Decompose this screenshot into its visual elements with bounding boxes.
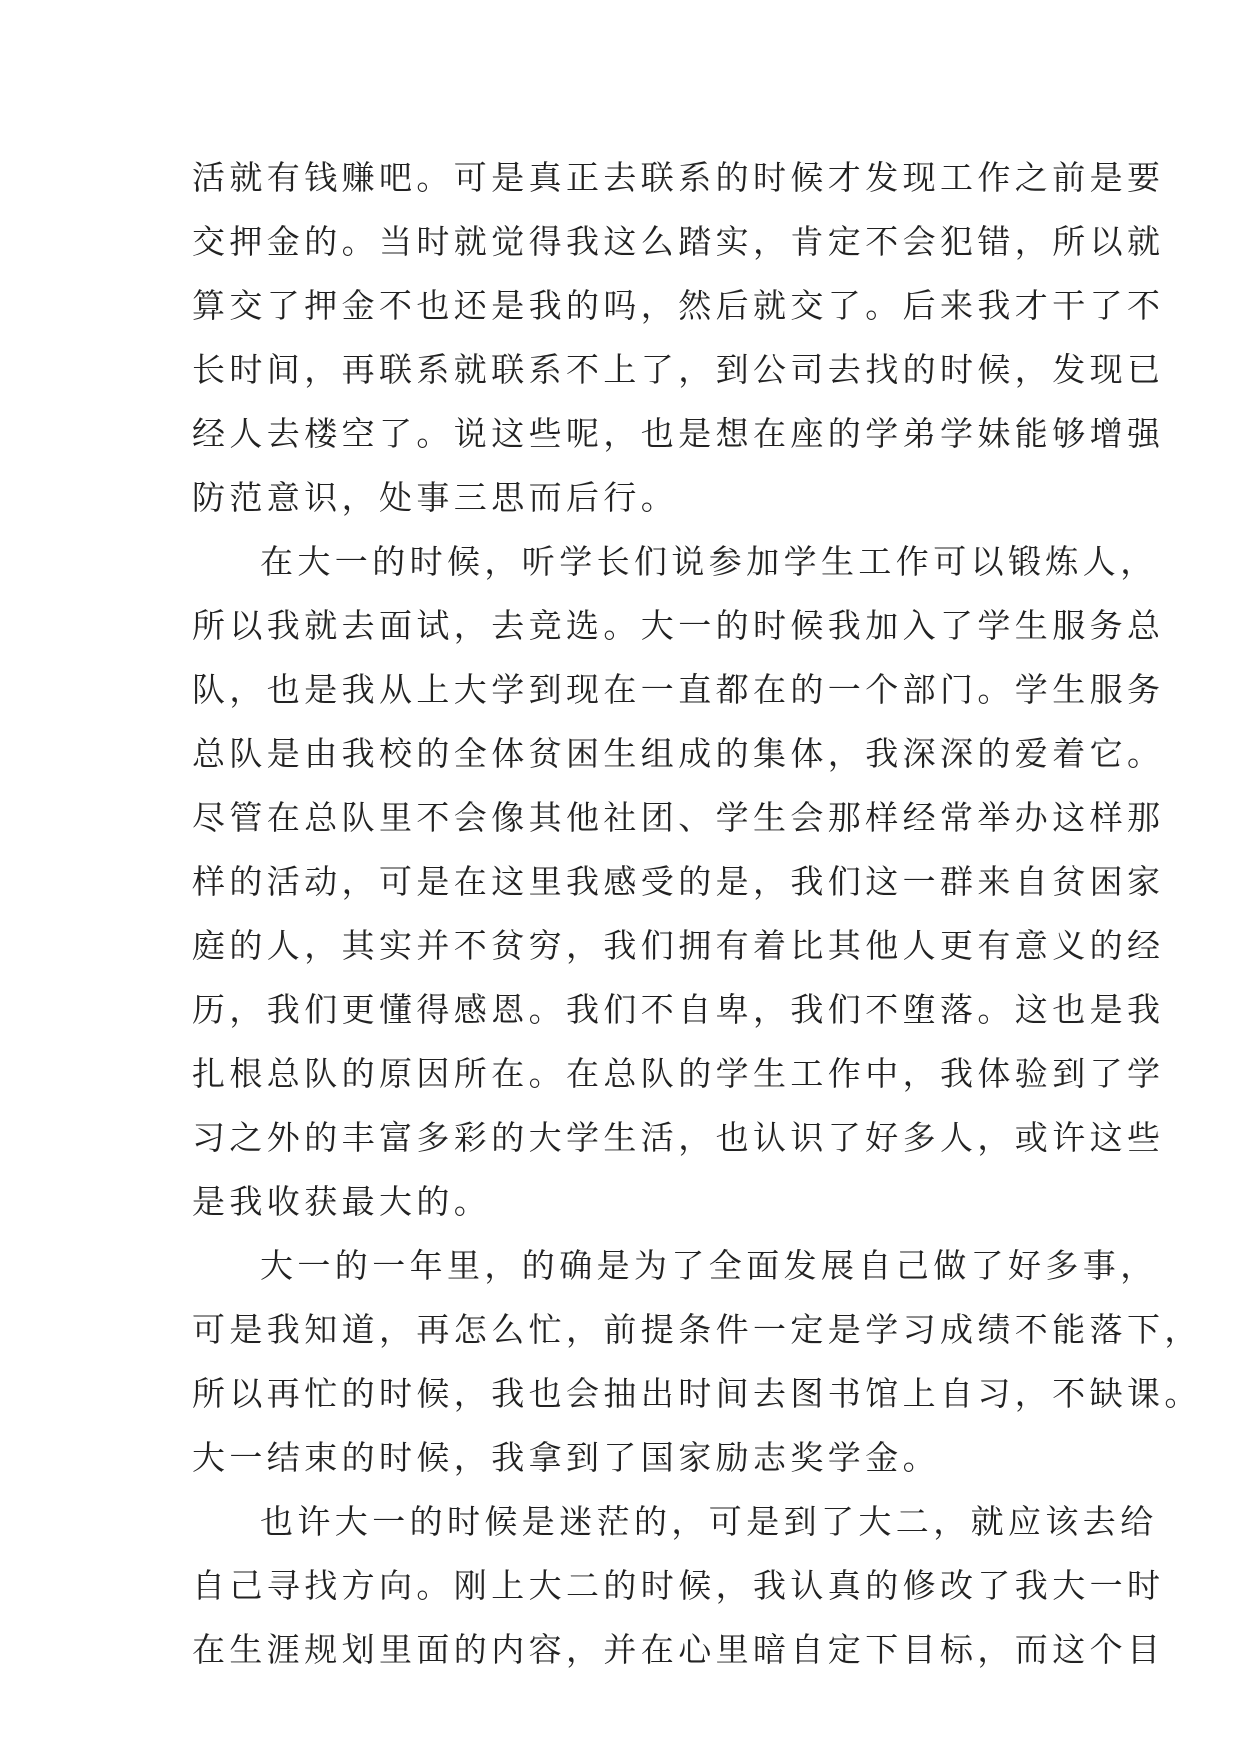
text-line: 样的活动，可是在这里我感受的是，我们这一群来自贫困家 xyxy=(192,862,1165,901)
text-line: 可是我知道，再怎么忙，前提条件一定是学习成绩不能落下， xyxy=(192,1310,1202,1349)
text-line: 在生涯规划里面的内容，并在心里暗自定下目标，而这个目 xyxy=(192,1630,1165,1669)
text-line: 队，也是我从上大学到现在一直都在的一个部门。学生服务 xyxy=(192,670,1165,709)
text-line: 自己寻找方向。刚上大二的时候，我认真的修改了我大一时 xyxy=(192,1566,1165,1605)
paragraph-start-line: 大一的一年里，的确是为了全面发展自己做了好多事， xyxy=(260,1246,1158,1285)
text-line: 所以再忙的时候，我也会抽出时间去图书馆上自习，不缺课。 xyxy=(192,1374,1202,1413)
text-line: 经人去楼空了。说这些呢，也是想在座的学弟学妹能够增强 xyxy=(192,414,1165,453)
text-line: 历，我们更懂得感恩。我们不自卑，我们不堕落。这也是我 xyxy=(192,990,1165,1029)
paragraph-start-line: 也许大一的时候是迷茫的，可是到了大二，就应该去给 xyxy=(260,1502,1158,1541)
text-line: 习之外的丰富多彩的大学生活，也认识了好多人，或许这些 xyxy=(192,1118,1165,1157)
text-line: 交押金的。当时就觉得我这么踏实，肯定不会犯错，所以就 xyxy=(192,222,1165,261)
text-line: 庭的人，其实并不贫穷，我们拥有着比其他人更有意义的经 xyxy=(192,926,1165,965)
text-line: 长时间，再联系就联系不上了，到公司去找的时候，发现已 xyxy=(192,350,1165,389)
text-line: 算交了押金不也还是我的吗，然后就交了。后来我才干了不 xyxy=(192,286,1165,325)
text-line: 是我收获最大的。 xyxy=(192,1182,492,1221)
text-line: 大一结束的时候，我拿到了国家励志奖学金。 xyxy=(192,1438,940,1477)
text-line: 总队是由我校的全体贫困生组成的集体，我深深的爱着它。 xyxy=(192,734,1165,773)
text-line: 防范意识，处事三思而后行。 xyxy=(192,478,679,517)
paragraph-start-line: 在大一的时候，听学长们说参加学生工作可以锻炼人， xyxy=(260,542,1158,581)
text-line: 尽管在总队里不会像其他社团、学生会那样经常举办这样那 xyxy=(192,798,1165,837)
text-line: 扎根总队的原因所在。在总队的学生工作中，我体验到了学 xyxy=(192,1054,1165,1093)
text-line: 活就有钱赚吧。可是真正去联系的时候才发现工作之前是要 xyxy=(192,158,1165,197)
text-line: 所以我就去面试，去竞选。大一的时候我加入了学生服务总 xyxy=(192,606,1165,645)
body-text xyxy=(192,146,1202,1682)
